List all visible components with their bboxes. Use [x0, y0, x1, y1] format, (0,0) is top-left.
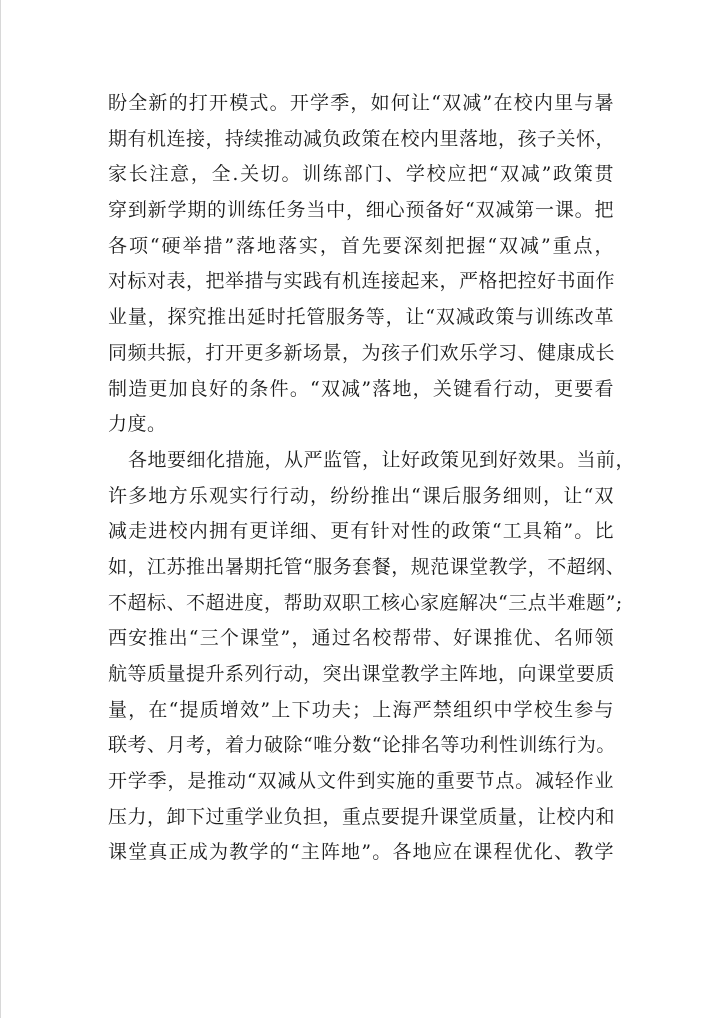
text-line: 开学季，是推动“双减从文件到实施的重要节点。减轻作业: [108, 770, 614, 793]
text-line: 对标对表，把举措与实践有机连接起来，严格把控好书面作: [108, 270, 616, 293]
text-line: 家长注意，全.关切。训练部门、学校应把“双减”政策贯: [108, 163, 614, 186]
text-line: 穿到新学期的训练任务当中，细心预备好“双减第一课。把: [108, 199, 614, 222]
text-line: 制造更加良好的条件。“双减”落地，关键看行动，更要看: [108, 377, 614, 400]
text-line: 盼全新的打开模式。开学季，如何让“双减”在校内里与暑: [108, 92, 614, 114]
text-line: 西安推出“三个课堂”，通过名校帮带、好课推优、名师领: [108, 627, 614, 650]
text-line: 业量，探究推出延时托管服务等，让“双减政策与训练改革: [108, 306, 614, 329]
text-line: 各项“硬举措”落地落实，首先要深刻把握“双减”重点，: [108, 234, 614, 257]
text-line: 航等质量提升系列行动，突出课堂教学主阵地，向课堂要质: [108, 663, 616, 685]
body-text: [108, 86, 636, 871]
text-line: 期有机连接，持续推动减负政策在校内里落地，孩子关怀，: [108, 127, 616, 150]
text-line: 减走进校内拥有更详细、更有针对性的政策“工具箱”。比: [108, 520, 614, 543]
page-border: [0, 0, 1, 1018]
paragraph-start: 各地要细化措施，从严监管，让好政策见到好效果。当前，: [128, 448, 636, 471]
text-line: 联考、月考，着力破除“唯分数“论排名等功利性训练行为。: [108, 734, 616, 757]
text-line: 不超标、不超进度，帮助双职工核心家庭解决“三点半难题”;: [108, 591, 623, 614]
text-line: 同频共振，打开更多新场景，为孩子们欢乐学习、健康成长: [108, 341, 616, 364]
text-line: 如，江苏推出暑期托管“服务套餐，规范课堂教学，不超纲、: [108, 555, 626, 578]
text-line: 力度。: [108, 413, 167, 436]
text-line: 许多地方乐观实行行动，纷纷推出“课后服务细则，让“双: [108, 484, 614, 507]
text-line: 压力，卸下过重学业负担，重点要提升课堂质量，让校内和: [108, 805, 616, 828]
text-line: 量，在“提质增效”上下功夫；上海严禁组织中学校生参与: [108, 698, 614, 721]
text-line: 课堂真正成为教学的“主阵地”。各地应在课程优化、教学: [108, 841, 614, 864]
